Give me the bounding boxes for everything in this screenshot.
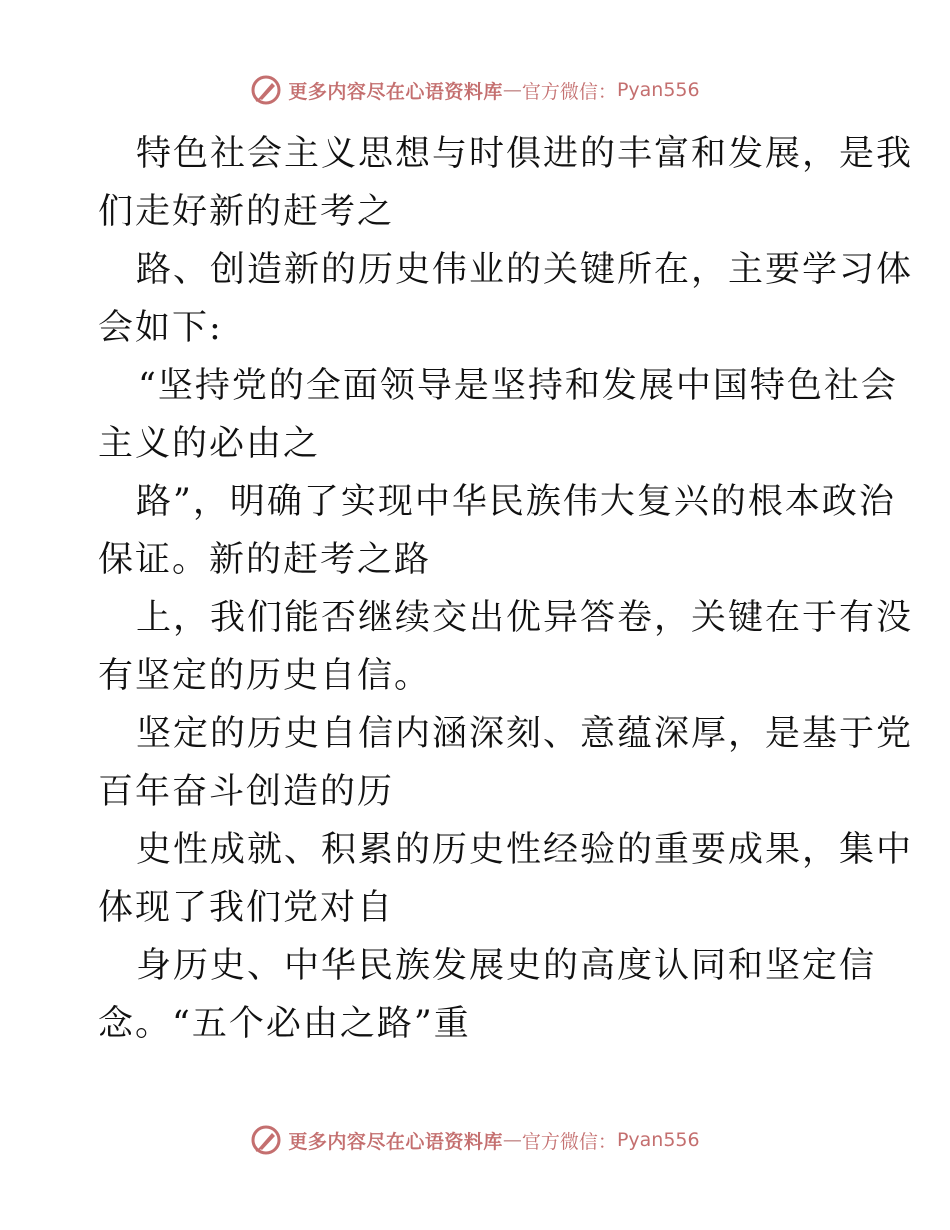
watermark-text: 更多内容尽在心语资料库 [288, 1130, 503, 1153]
watermark-wechat-label: 官方微信： [521, 1130, 617, 1153]
body-line: 特色社会主义思想与时俱进的丰富和发展，是我 [136, 134, 914, 174]
body-line: 保证。新的赶考之路 [98, 540, 432, 580]
body-line: 百年奋斗创造的历 [98, 772, 395, 812]
body-line: 身历史、中华民族发展史的高度认同和坚定信 [136, 946, 877, 986]
quill-logo-icon [250, 74, 282, 106]
body-line: “坚持党的全面领导是坚持和发展中国特色社会 [138, 366, 898, 406]
body-line: 史性成就、积累的历史性经验的重要成果，集中 [136, 830, 914, 870]
watermark-wechat-label: 官方微信： [521, 80, 617, 103]
watermark-wechat-id: Pyan556 [616, 79, 700, 101]
body-line: 有坚定的历史自信。 [98, 656, 432, 696]
body-line: 体现了我们党对自 [98, 888, 395, 928]
body-line: 主义的必由之 [98, 424, 321, 464]
watermark-separator: — [502, 79, 522, 101]
header-watermark [0, 70, 950, 110]
footer-watermark [0, 1120, 950, 1160]
body-line: 坚定的历史自信内涵深刻、意蕴深厚，是基于党 [136, 714, 914, 754]
body-line: 会如下: [98, 308, 223, 348]
watermark-separator: — [502, 1129, 522, 1151]
document-body [98, 125, 914, 1053]
body-line: 们走好新的赶考之 [98, 192, 395, 232]
quill-logo-icon [250, 1124, 282, 1156]
body-line: 上，我们能否继续交出优异答卷，关键在于有没 [136, 598, 914, 638]
body-line: 路、创造新的历史伟业的关键所在，主要学习体 [136, 250, 914, 290]
watermark-text: 更多内容尽在心语资料库 [288, 80, 503, 103]
body-line: 念。“五个必由之路”重 [98, 1004, 471, 1044]
watermark-wechat-id: Pyan556 [616, 1129, 700, 1151]
body-line: 路”，明确了实现中华民族伟大复兴的根本政治 [136, 482, 896, 522]
